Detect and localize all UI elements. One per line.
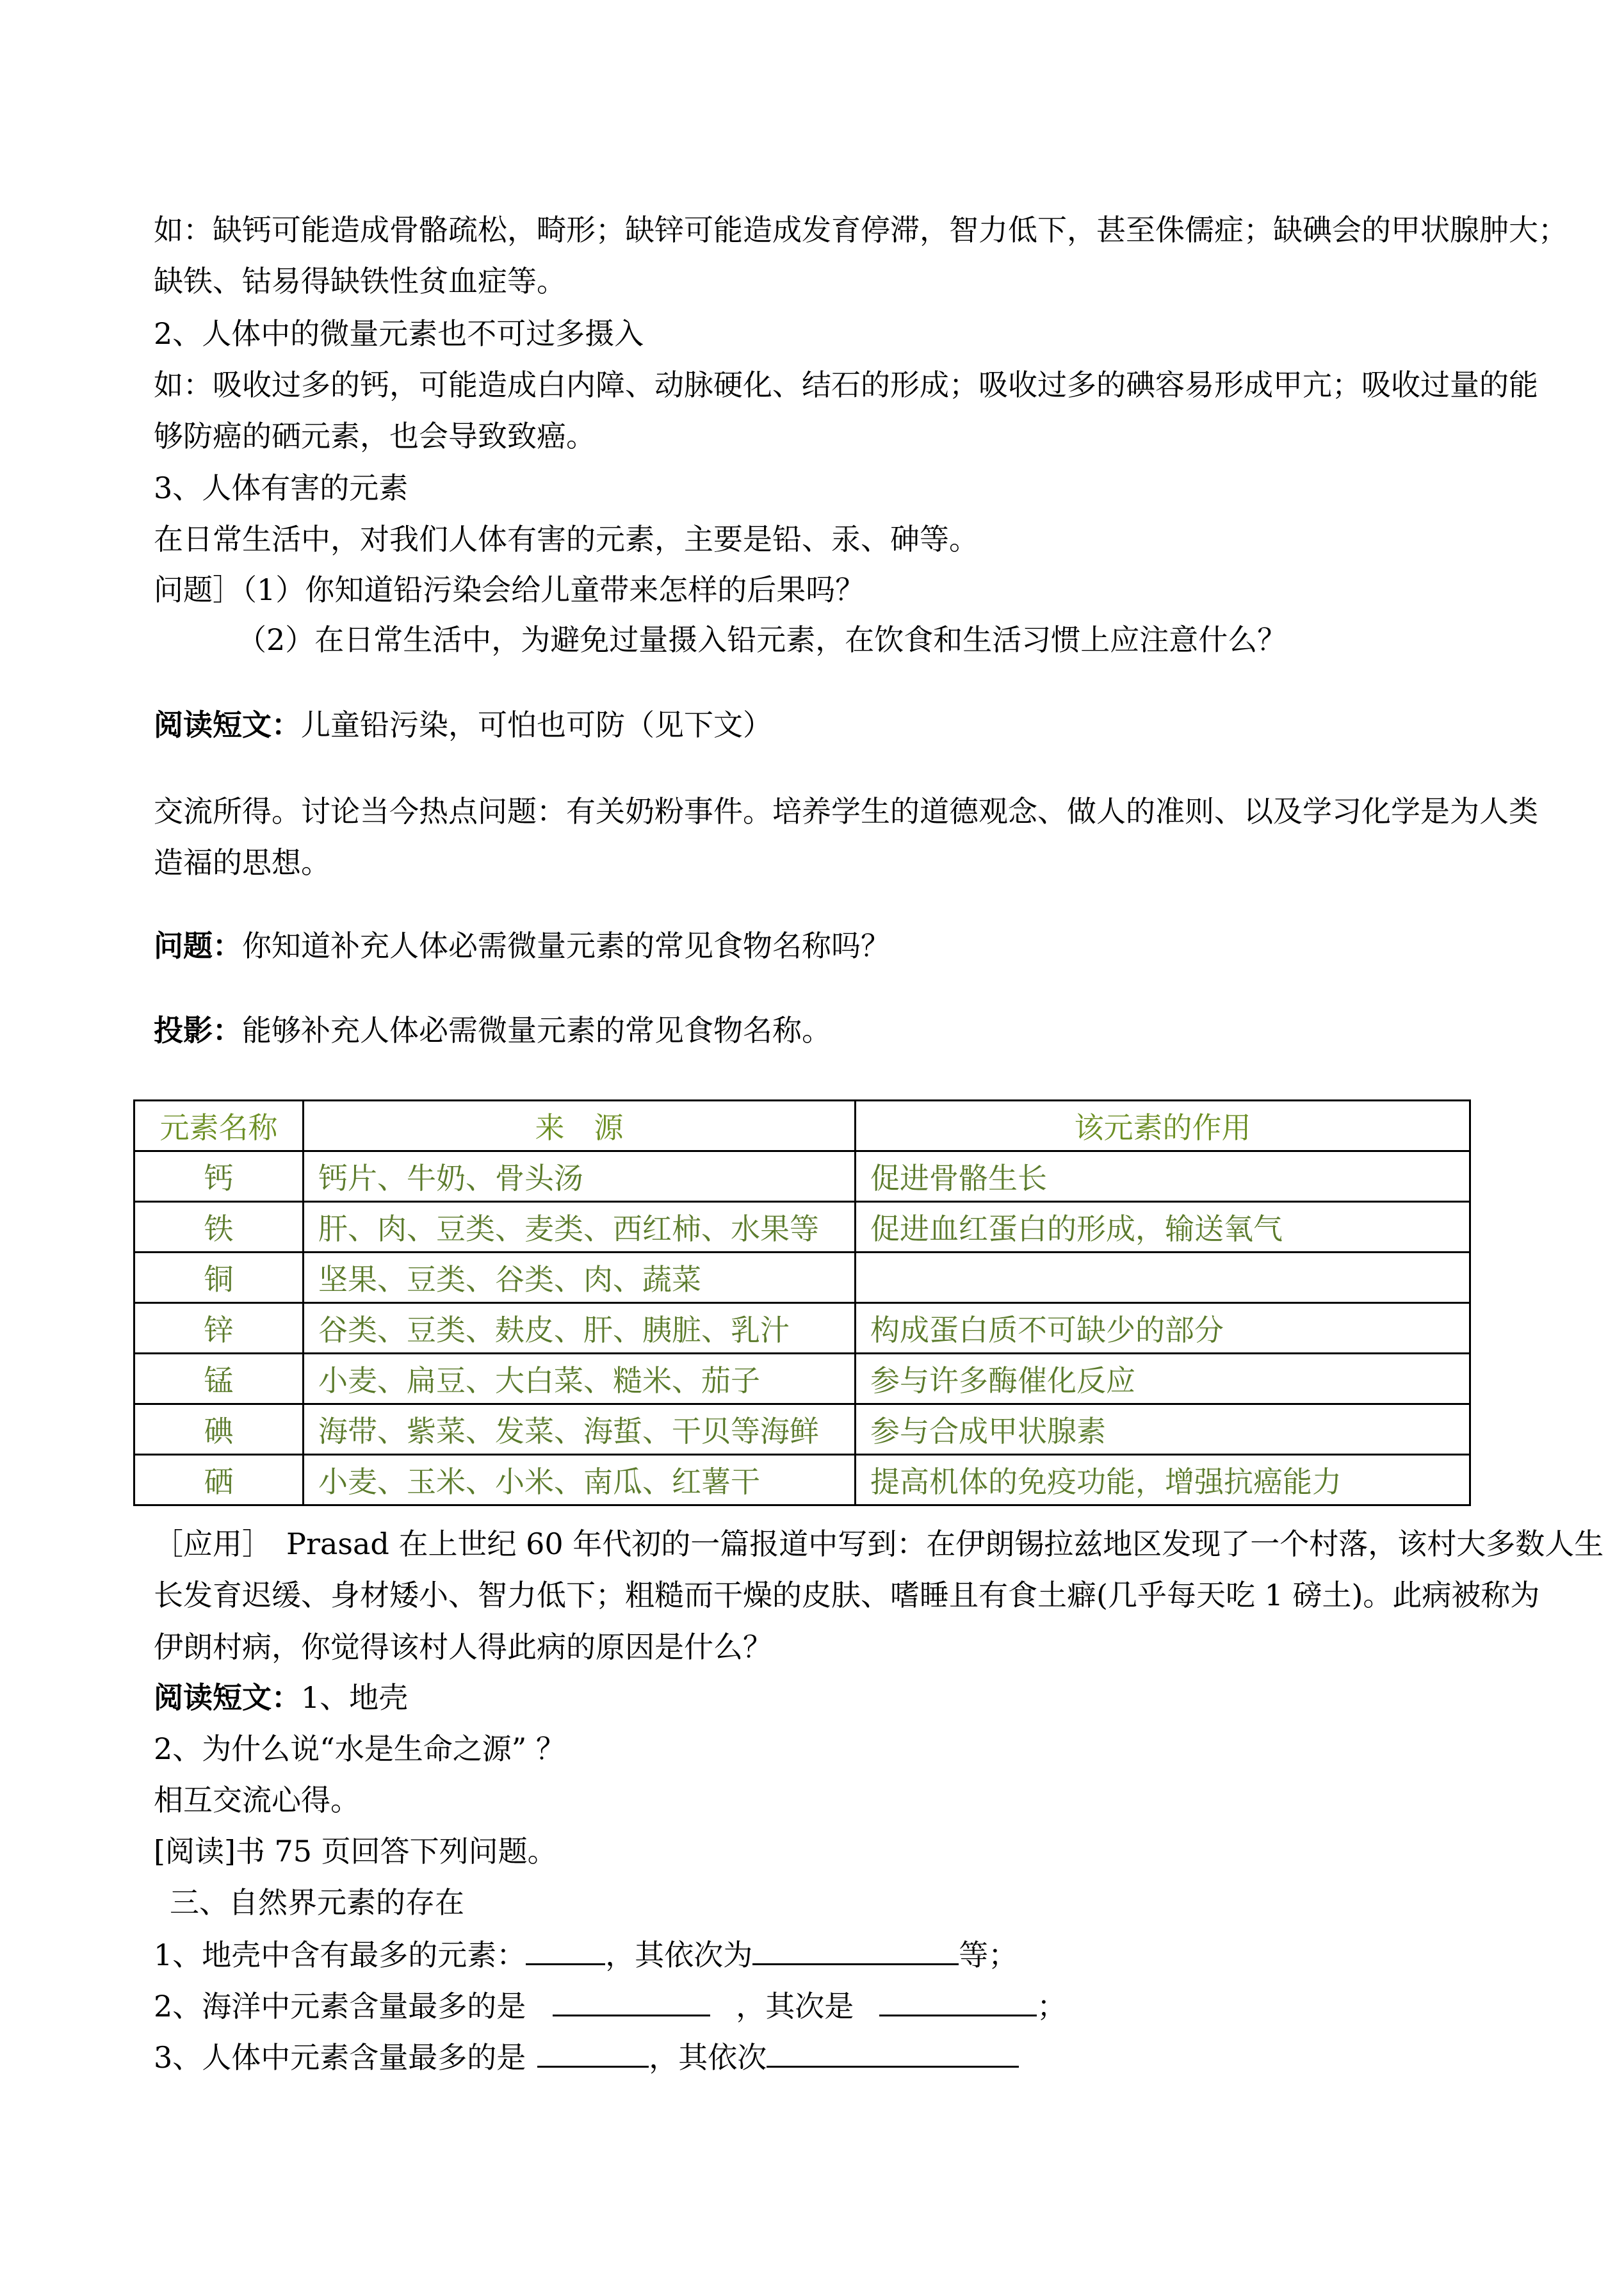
- paragraph-line: 如：缺钙可能造成骨骼疏松，畸形；缺锌可能造成发育停滞，智力低下，甚至侏儒症；缺碘会的甲状腺肿大；: [154, 213, 1568, 247]
- reading-text: 1、地壳: [301, 1680, 409, 1715]
- paragraph-line: 问题］（1）你知道铅污染会给儿童带来怎样的后果吗？: [154, 572, 865, 607]
- paragraph-line: 缺铁、钴易得缺铁性贫血症等。: [154, 264, 566, 298]
- application-line: ［应用］ Prasad 在上世纪 60 年代初的一篇报道中写到：在伊朗锡拉兹地区发现了一个村落，该村大多数人生: [154, 1527, 1604, 1561]
- question-line: [154, 927, 1511, 964]
- element-cell: 锰: [134, 1354, 304, 1404]
- answer-blank[interactable]: [526, 1935, 605, 1965]
- section-heading: 三、自然界元素的存在: [170, 1885, 464, 1920]
- table-row: [134, 1404, 1470, 1455]
- fill-text: ，其依次为: [605, 1938, 753, 1972]
- fill-question-2: [154, 1986, 1511, 2025]
- element-cell: 锌: [134, 1303, 304, 1354]
- answer-blank[interactable]: [879, 1986, 1037, 2016]
- fill-text: 3、人体中元素含量最多的是: [154, 2040, 526, 2075]
- element-cell: 碘: [134, 1404, 304, 1455]
- element-cell: 铜: [134, 1253, 304, 1303]
- reading-text: 儿童铅污染，可怕也可防（见下文）: [301, 708, 772, 742]
- trace-element-table: [133, 1099, 1471, 1506]
- function-cell: 促进骨骼生长: [856, 1151, 1470, 1202]
- paragraph-line: 在日常生活中，对我们人体有害的元素，主要是铅、汞、砷等。: [154, 522, 978, 556]
- fill-text: ，其依次: [649, 2040, 767, 2075]
- fill-text: ，其次是: [736, 1989, 854, 2023]
- element-cell: 铁: [134, 1202, 304, 1253]
- paragraph-line: 2、人体中的微量元素也不可过多摄入: [154, 316, 644, 351]
- question-label: 问题：: [154, 929, 242, 963]
- element-cell: 硒: [134, 1455, 304, 1505]
- fill-text: 1、地壳中含有最多的元素：: [154, 1938, 526, 1972]
- projection-label: 投影：: [154, 1013, 242, 1048]
- reading-line: [154, 706, 1511, 743]
- table-row: [134, 1151, 1470, 1202]
- answer-blank[interactable]: [752, 1935, 959, 1965]
- source-cell: 海带、紫菜、发菜、海蜇、干贝等海鲜: [304, 1404, 856, 1455]
- reading-line: [154, 1679, 1511, 1716]
- source-cell: 小麦、玉米、小米、南瓜、红薯干: [304, 1455, 856, 1505]
- element-cell: 钙: [134, 1151, 304, 1202]
- function-cell: 促进血红蛋白的形成，输送氧气: [856, 1202, 1470, 1253]
- application-line: 伊朗村病，你觉得该村人得此病的原因是什么？: [154, 1630, 772, 1664]
- answer-blank[interactable]: [553, 1986, 710, 2016]
- header-function: 该元素的作用: [856, 1101, 1470, 1151]
- source-cell: 小麦、扁豆、大白菜、糙米、茄子: [304, 1354, 856, 1404]
- table-row: [134, 1202, 1470, 1253]
- table-header-row: [134, 1101, 1470, 1151]
- projection-line: [154, 1012, 1511, 1049]
- function-cell: 构成蛋白质不可缺少的部分: [856, 1303, 1470, 1354]
- fill-text: ；: [1037, 1989, 1067, 2023]
- table-row: [134, 1455, 1470, 1505]
- function-cell: 参与许多酶催化反应: [856, 1354, 1470, 1404]
- answer-blank[interactable]: [537, 2038, 649, 2068]
- projection-text: 能够补充人体必需微量元素的常见食物名称。: [242, 1013, 831, 1048]
- fill-text: 2、海洋中元素含量最多的是: [154, 1989, 526, 2023]
- source-cell: 坚果、豆类、谷类、肉、蔬菜: [304, 1253, 856, 1303]
- paragraph-line: 相互交流心得。: [154, 1783, 360, 1817]
- paragraph-line: 3、人体有害的元素: [154, 471, 409, 505]
- source-cell: 谷类、豆类、麸皮、肝、胰脏、乳汁: [304, 1303, 856, 1354]
- paragraph-line: 如：吸收过多的钙，可能造成白内障、动脉硬化、结石的形成；吸收过多的碘容易形成甲亢；吸收过量的能: [154, 368, 1538, 402]
- reading-label: 阅读短文：: [154, 1680, 301, 1715]
- paragraph-line: 2、为什么说“水是生命之源” ？: [154, 1731, 565, 1766]
- source-cell: 肝、肉、豆类、麦类、西红柿、水果等: [304, 1202, 856, 1253]
- question-text: 你知道补充人体必需微量元素的常见食物名称吗？: [242, 929, 890, 963]
- paragraph-line: （2）在日常生活中，为避免过量摄入铅元素，在饮食和生活习惯上应注意什么？: [237, 622, 1287, 657]
- table-row: [134, 1354, 1470, 1404]
- exchange-line: 交流所得。讨论当今热点问题：有关奶粉事件。培养学生的道德观念、做人的准则、以及学习化学是为人类: [154, 794, 1538, 829]
- function-cell: 参与合成甲状腺素: [856, 1404, 1470, 1455]
- fill-text: 等；: [959, 1938, 1018, 1972]
- paragraph-line: 够防癌的硒元素，也会导致致癌。: [154, 419, 596, 453]
- header-source: 来 源: [304, 1101, 856, 1151]
- function-cell: 提高机体的免疫功能，增强抗癌能力: [856, 1455, 1470, 1505]
- application-line: 长发育迟缓、身材矮小、智力低下；粗糙而干燥的皮肤、嗜睡且有食土癖(几乎每天吃 1 磅土)。此病被称为: [154, 1578, 1540, 1612]
- function-cell: [856, 1253, 1470, 1303]
- header-element-name: 元素名称: [134, 1101, 304, 1151]
- paragraph-line: [阅读]书 75 页回答下列问题。: [154, 1834, 557, 1869]
- table-row: [134, 1253, 1470, 1303]
- answer-blank[interactable]: [767, 2038, 1019, 2068]
- fill-question-3: [154, 2038, 1511, 2076]
- reading-label: 阅读短文：: [154, 708, 301, 742]
- exchange-line: 造福的思想。: [154, 845, 330, 880]
- source-cell: 钙片、牛奶、骨头汤: [304, 1151, 856, 1202]
- table-row: [134, 1303, 1470, 1354]
- fill-question-1: [154, 1935, 1511, 1974]
